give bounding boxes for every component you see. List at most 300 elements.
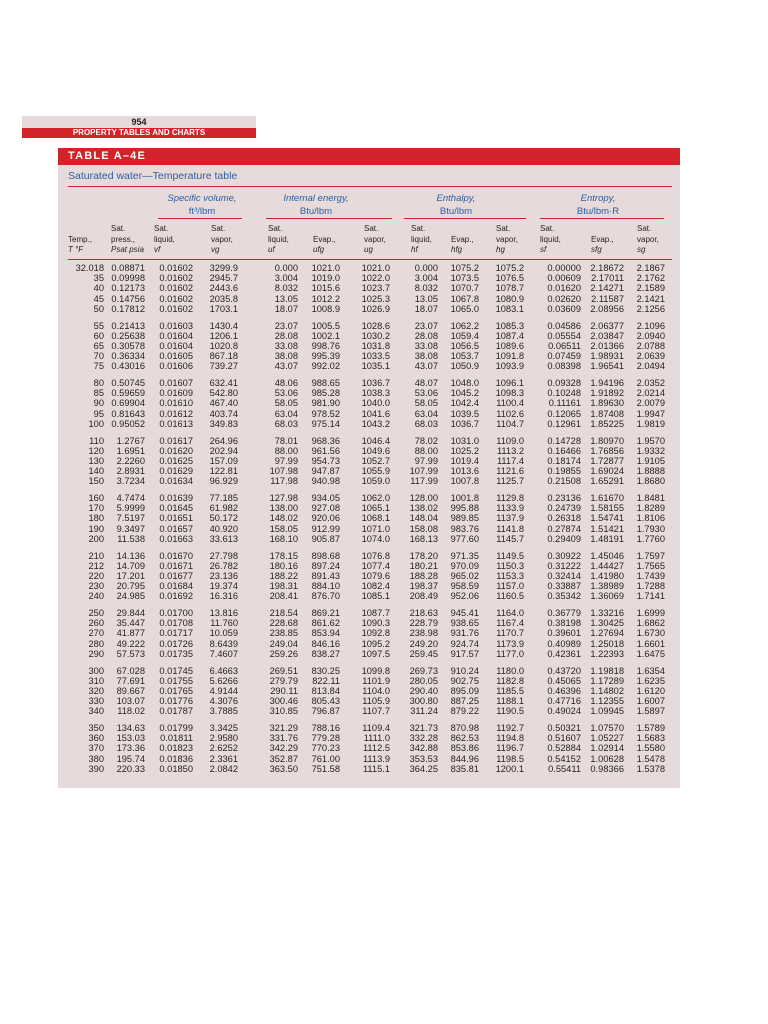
table-cell: 1.72877 xyxy=(590,455,624,466)
table-cell: 1059.4 xyxy=(450,330,479,341)
table-cell: 43.07 xyxy=(414,361,438,372)
column-header-3 xyxy=(211,224,233,256)
table-cell: 879.22 xyxy=(450,706,479,717)
table-cell: 68.03 xyxy=(414,418,438,429)
table-cell: 0.29409 xyxy=(547,533,581,544)
table-cell: 10.059 xyxy=(209,628,238,639)
table-cell: 869.21 xyxy=(311,608,340,618)
table-cell: 1043.2 xyxy=(361,418,390,429)
table-cell: 202.94 xyxy=(209,445,238,456)
table-cell: 218.63 xyxy=(409,608,438,618)
column-header-10 xyxy=(540,224,561,256)
table-cell: 2.17011 xyxy=(591,273,624,284)
table-cell: 249.04 xyxy=(269,638,298,649)
table-cell: 2.11587 xyxy=(591,293,624,304)
table-cell: 1.09945 xyxy=(590,706,624,717)
table-cell: 1.61670 xyxy=(590,493,624,503)
table-cell: 330 xyxy=(88,696,104,707)
table-cell: 27.798 xyxy=(209,550,238,561)
table-cell: 934.05 xyxy=(311,493,340,503)
table-cell: 985.28 xyxy=(311,388,340,399)
table-cell: 846.16 xyxy=(311,638,340,649)
table-cell: 0.01620 xyxy=(547,283,581,294)
table-cell: 0.01609 xyxy=(159,388,193,399)
table-cell: 927.08 xyxy=(311,503,340,514)
table-cell: 1087.4 xyxy=(495,330,524,341)
table-cell: 264.96 xyxy=(209,435,238,446)
table-cell: 1055.9 xyxy=(361,466,390,477)
table-cell: 0.01684 xyxy=(159,581,193,592)
column-header-symbol: hg xyxy=(496,245,505,255)
table-cell: 1109.4 xyxy=(362,723,390,733)
table-cell: 49.222 xyxy=(116,638,145,649)
table-caption: Saturated water—Temperature table xyxy=(68,170,238,182)
table-cell: 1.7439 xyxy=(636,570,665,581)
table-row xyxy=(58,764,680,775)
group-internal-energy xyxy=(264,192,368,218)
table-cell: 107.98 xyxy=(269,466,298,477)
table-cell: 9.3497 xyxy=(116,523,145,534)
table-cell: 1008.9 xyxy=(311,303,340,314)
table-cell: 1.6862 xyxy=(636,618,665,629)
table-cell: 0.00609 xyxy=(547,273,581,284)
table-cell: 0.01602 xyxy=(159,303,193,314)
table-cell: 924.74 xyxy=(450,638,479,649)
table-cell: 1.27694 xyxy=(590,628,624,639)
table-cell: 0.01645 xyxy=(159,503,193,514)
table-cell: 3.7234 xyxy=(116,476,145,487)
table-cell: 0.11161 xyxy=(548,398,581,409)
table-cell: 0.01823 xyxy=(159,743,193,754)
table-cell: 830.25 xyxy=(311,665,340,676)
column-header-line: Evap., xyxy=(451,234,474,244)
table-cell: 60 xyxy=(93,330,104,341)
table-cell: 1198.5 xyxy=(496,753,524,764)
table-cell: 1021.0 xyxy=(361,263,390,273)
table-cell: 0.24739 xyxy=(547,503,581,514)
table-cell: 26.782 xyxy=(209,560,238,571)
table-cell: 103.07 xyxy=(116,696,145,707)
table-cell: 897.24 xyxy=(311,560,340,571)
table-cell: 2.0079 xyxy=(636,398,665,409)
table-cell: 2.03847 xyxy=(590,330,624,341)
table-cell: 1.7930 xyxy=(636,523,665,534)
table-cell: 0.01776 xyxy=(159,696,193,707)
table-cell: 0.30578 xyxy=(111,340,145,351)
table-cell: 1005.5 xyxy=(311,320,340,331)
table-cell: 35.447 xyxy=(116,618,145,629)
table-cell: 1113.2 xyxy=(496,445,524,456)
table-cell: 995.39 xyxy=(311,351,340,362)
table-cell: 1.65291 xyxy=(590,476,624,487)
table-cell: 1137.9 xyxy=(496,513,524,524)
table-cell: 1113.9 xyxy=(362,753,390,764)
table-cell: 228.68 xyxy=(269,618,298,629)
table-cell: 13.05 xyxy=(414,293,438,304)
table-cell: 2.1589 xyxy=(636,283,665,294)
table-cell: 2.06377 xyxy=(590,320,624,331)
table-cell: 0.25638 xyxy=(111,330,145,341)
table-cell: 952.06 xyxy=(450,591,479,602)
table-cell: 1082.4 xyxy=(361,581,390,592)
table-cell: 1025.3 xyxy=(361,293,390,304)
column-header-5 xyxy=(313,224,336,256)
table-cell: 1.80970 xyxy=(590,435,624,446)
table-cell: 0.01612 xyxy=(159,408,193,419)
column-header-line: Evap., xyxy=(591,234,614,244)
table-cell: 170 xyxy=(88,503,104,514)
table-cell: 1.7760 xyxy=(636,533,665,544)
table-cell: 88.00 xyxy=(414,445,438,456)
table-cell: 1077.4 xyxy=(361,560,390,571)
table-cell: 2443.6 xyxy=(209,283,238,294)
table-cell: 2.6252 xyxy=(209,743,238,754)
table-cell: 53.06 xyxy=(274,388,298,399)
table-cell: 0.01602 xyxy=(159,273,193,284)
column-header-line: vapor, xyxy=(637,234,659,244)
table-cell: 0.43720 xyxy=(547,665,581,676)
table-row xyxy=(58,591,680,602)
page-number: 954 xyxy=(22,116,256,128)
table-cell: 0.16466 xyxy=(547,445,581,456)
table-cell: 58.05 xyxy=(274,398,298,409)
table-cell: 0.45065 xyxy=(547,675,581,686)
table-cell: 0.000 xyxy=(274,263,298,273)
table-cell: 1065.0 xyxy=(450,303,479,314)
table-cell: 1030.2 xyxy=(361,330,390,341)
table-cell: 1200.1 xyxy=(495,763,524,774)
table-cell: 67.028 xyxy=(116,665,145,676)
table-cell: 2.1256 xyxy=(636,303,665,314)
table-panel xyxy=(58,148,680,788)
table-cell: 4.9144 xyxy=(209,685,238,696)
table-cell: 1056.5 xyxy=(450,340,479,351)
column-header-line xyxy=(313,224,336,235)
table-row xyxy=(58,476,680,487)
table-cell: 1050.9 xyxy=(450,361,479,372)
table-cell: 0.12961 xyxy=(547,418,581,429)
table-cell: 122.81 xyxy=(209,466,238,477)
table-cell: 1071.0 xyxy=(361,523,390,534)
table-cell: 157.09 xyxy=(209,455,238,466)
table-cell: 770.23 xyxy=(311,743,340,754)
column-header-line: vapor, xyxy=(496,234,518,244)
table-cell: 1031.8 xyxy=(361,340,390,351)
table-cell: 48.07 xyxy=(414,378,438,388)
table-cell: 0.50745 xyxy=(111,378,145,388)
table-cell: 0.06511 xyxy=(548,340,581,351)
table-cell: 100 xyxy=(88,418,104,429)
table-cell: 1188.1 xyxy=(496,696,524,707)
table-cell: 40.920 xyxy=(209,523,238,534)
table-cell: 331.76 xyxy=(269,733,298,744)
table-cell: 805.43 xyxy=(311,696,340,707)
table-cell: 1083.1 xyxy=(495,303,524,314)
table-cell: 938.65 xyxy=(450,618,479,629)
column-header-line: Sat. xyxy=(154,224,169,233)
table-cell: 1170.7 xyxy=(496,628,524,639)
column-header-7 xyxy=(411,224,432,256)
table-cell: 1038.3 xyxy=(361,388,390,399)
table-cell: 0.18174 xyxy=(547,455,581,466)
table-cell: 1.5478 xyxy=(636,753,665,764)
column-header-symbol: vf xyxy=(154,245,161,255)
table-cell: 1.89630 xyxy=(590,398,624,409)
table-cell: 5.6266 xyxy=(209,675,238,686)
table-cell: 2.1096 xyxy=(636,320,665,331)
table-cell: 97.99 xyxy=(414,455,438,466)
table-cell: 28.08 xyxy=(414,330,438,341)
table-cell: 467.40 xyxy=(209,398,238,409)
table-cell: 148.02 xyxy=(269,513,298,524)
table-cell: 0.01602 xyxy=(159,293,193,304)
table-cell: 1102.6 xyxy=(496,408,524,419)
table-cell: 1.05227 xyxy=(590,733,624,744)
table-cell: 1.8481 xyxy=(636,493,665,503)
table-cell: 977.60 xyxy=(450,533,479,544)
table-cell: 0.01602 xyxy=(159,283,193,294)
table-cell: 4.7474 xyxy=(116,493,145,503)
table-cell: 1.54741 xyxy=(590,513,624,524)
table-cell: 198.31 xyxy=(269,581,298,592)
table-cell: 1015.6 xyxy=(311,283,340,294)
table-cell: 6.4663 xyxy=(209,665,238,676)
table-cell: 127.98 xyxy=(269,493,298,503)
table-cell: 2945.7 xyxy=(209,273,238,284)
table-cell: 1.25018 xyxy=(590,638,624,649)
table-cell: 0.01765 xyxy=(159,685,193,696)
table-cell: 0.01755 xyxy=(159,675,193,686)
table-cell: 0.01634 xyxy=(159,476,193,487)
table-cell: 2.0788 xyxy=(636,340,665,351)
table-cell: 38.08 xyxy=(274,351,298,362)
table-cell: 107.99 xyxy=(409,466,438,477)
table-cell: 1031.0 xyxy=(450,435,479,446)
table-cell: 1059.0 xyxy=(361,476,390,487)
table-cell: 0.01799 xyxy=(159,723,193,733)
table-cell: 1.7565 xyxy=(636,560,665,571)
table-cell: 198.37 xyxy=(409,581,438,592)
table-cell: 1028.6 xyxy=(361,320,390,331)
column-header-line: liquid, xyxy=(154,234,175,244)
table-cell: 2035.8 xyxy=(209,293,238,304)
table-cell: 2.1421 xyxy=(636,293,665,304)
table-cell: 150 xyxy=(88,476,104,487)
table-cell: 5.9999 xyxy=(116,503,145,514)
table-cell: 1.9332 xyxy=(636,445,665,456)
table-cell: 1133.9 xyxy=(496,503,524,514)
table-cell: 13.05 xyxy=(274,293,298,304)
table-cell: 0.01735 xyxy=(159,648,193,659)
table-cell: 0.07459 xyxy=(547,351,581,362)
table-cell: 1164.0 xyxy=(496,608,524,618)
column-header-6 xyxy=(364,224,386,256)
column-header-symbol: T °F xyxy=(68,245,84,255)
table-cell: 992.02 xyxy=(311,361,340,372)
table-cell: 0.31222 xyxy=(547,560,581,571)
table-cell: 1098.3 xyxy=(495,388,524,399)
table-cell: 1042.4 xyxy=(450,398,479,409)
table-cell: 0.36334 xyxy=(111,351,145,362)
table-cell: 380 xyxy=(88,753,104,764)
table-cell: 180.21 xyxy=(409,560,438,571)
table-cell: 0.01657 xyxy=(159,523,193,534)
table-cell: 1177.0 xyxy=(496,648,524,659)
column-header-line: vapor, xyxy=(211,234,233,244)
table-cell: 1.5378 xyxy=(636,763,665,774)
table-cell: 1.7288 xyxy=(636,581,665,592)
table-cell: 1.48191 xyxy=(590,533,624,544)
table-cell: 1109.0 xyxy=(496,435,524,446)
table-cell: 290.40 xyxy=(409,685,438,696)
table-cell: 895.09 xyxy=(450,685,479,696)
table-cell: 23.07 xyxy=(274,320,298,331)
table-cell: 2.0842 xyxy=(209,763,238,774)
table-cell: 1048.0 xyxy=(450,378,479,388)
table-cell: 2.0940 xyxy=(636,330,665,341)
table-cell: 1.38989 xyxy=(590,581,624,592)
column-header-line: Sat. xyxy=(540,224,555,233)
table-cell: 0.26318 xyxy=(547,513,581,524)
table-cell: 1157.0 xyxy=(496,581,524,592)
table-cell: 403.74 xyxy=(209,408,238,419)
column-header-11 xyxy=(591,224,614,256)
column-header-symbol: hf xyxy=(411,245,418,255)
table-cell: 180.16 xyxy=(269,560,298,571)
table-cell: 33.613 xyxy=(209,533,238,544)
table-cell: 0.04586 xyxy=(547,320,581,331)
table-cell: 4.3076 xyxy=(209,696,238,707)
table-cell: 140 xyxy=(88,466,104,477)
table-cell: 0.01671 xyxy=(159,560,193,571)
table-cell: 0.39601 xyxy=(547,628,581,639)
table-cell: 1121.6 xyxy=(496,466,524,477)
table-cell: 342.88 xyxy=(409,743,438,754)
table-cell: 988.65 xyxy=(311,378,340,388)
table-cell: 0.08871 xyxy=(111,263,145,273)
table-cell: 1.22393 xyxy=(590,648,624,659)
table-cell: 7.5197 xyxy=(116,513,145,524)
table-cell: 971.35 xyxy=(450,550,479,561)
table-cell: 1.45046 xyxy=(590,550,624,561)
table-cell: 0.01787 xyxy=(159,706,193,717)
group-entropy-name: Entropy, xyxy=(580,193,616,204)
table-cell: 20.795 xyxy=(116,581,145,592)
table-cell: 195.74 xyxy=(116,753,145,764)
table-cell: 77.691 xyxy=(116,675,145,686)
table-cell: 853.86 xyxy=(450,743,479,754)
table-cell: 1.36069 xyxy=(590,591,624,602)
table-cell: 65 xyxy=(93,340,104,351)
column-header-8 xyxy=(451,224,474,256)
table-cell: 0.17812 xyxy=(111,303,145,314)
table-cell: 0.49024 xyxy=(547,706,581,717)
table-row xyxy=(58,534,680,545)
table-cell: 1001.8 xyxy=(450,493,479,503)
table-cell: 1.8289 xyxy=(636,503,665,514)
table-cell: 2.2260 xyxy=(116,455,145,466)
table-cell: 813.84 xyxy=(311,685,340,696)
table-cell: 1026.9 xyxy=(361,303,390,314)
table-cell: 1085.1 xyxy=(361,591,390,602)
table-cell: 0.01726 xyxy=(159,638,193,649)
table-cell: 0.47716 xyxy=(547,696,581,707)
table-cell: 180 xyxy=(88,513,104,524)
table-cell: 0.98366 xyxy=(590,763,624,774)
table-cell: 1.6601 xyxy=(636,638,665,649)
table-cell: 360 xyxy=(88,733,104,744)
table-cell: 1.94196 xyxy=(590,378,624,388)
column-header-symbol: sg xyxy=(637,245,646,255)
table-cell: 0.30922 xyxy=(547,550,581,561)
table-row xyxy=(58,649,680,660)
table-cell: 0.43016 xyxy=(111,361,145,372)
table-cell: 0.01700 xyxy=(159,608,193,618)
group-entropy xyxy=(546,192,650,218)
table-cell: 1007.8 xyxy=(450,476,479,487)
table-cell: 0.52884 xyxy=(547,743,581,754)
table-cell: 0.02620 xyxy=(547,293,581,304)
table-cell: 270 xyxy=(88,628,104,639)
table-cell: 68.03 xyxy=(274,418,298,429)
table-cell: 961.56 xyxy=(311,445,340,456)
table-cell: 1020.8 xyxy=(209,340,238,351)
table-cell: 1.17289 xyxy=(590,675,624,686)
table-cell: 1075.2 xyxy=(450,263,479,273)
table-cell: 353.53 xyxy=(409,753,438,764)
table-cell: 1079.6 xyxy=(361,570,390,581)
table-cell: 1099.8 xyxy=(361,665,390,676)
group-entropy-rule xyxy=(540,218,664,219)
column-header-symbol: hfg xyxy=(451,245,463,255)
table-cell: 1112.5 xyxy=(362,743,390,754)
table-cell: 1.00628 xyxy=(590,753,624,764)
group-specific-volume xyxy=(154,192,250,218)
column-header-line xyxy=(451,224,474,235)
table-row xyxy=(58,419,680,430)
column-header-line: Sat. xyxy=(111,224,126,233)
table-cell: 0.03609 xyxy=(547,303,581,314)
table-cell: 342.29 xyxy=(269,743,298,754)
table-cell: 0.46396 xyxy=(547,685,581,696)
table-cell: 0.01602 xyxy=(159,263,193,273)
table-cell: 0.01604 xyxy=(159,340,193,351)
table-cell: 320 xyxy=(88,685,104,696)
table-cell: 0.01605 xyxy=(159,351,193,362)
table-cell: 0.19855 xyxy=(547,466,581,477)
table-cell: 1190.5 xyxy=(496,706,524,717)
table-cell: 998.76 xyxy=(311,340,340,351)
table-cell: 975.14 xyxy=(311,418,340,429)
group-enthalpy-unit: Btu/lbm xyxy=(439,206,473,217)
column-header-symbol: vg xyxy=(211,245,220,255)
table-cell: 0.000 xyxy=(414,263,438,273)
table-cell: 1023.7 xyxy=(361,283,390,294)
table-cell: 89.667 xyxy=(116,685,145,696)
table-cell: 7.4607 xyxy=(209,648,238,659)
table-cell: 260 xyxy=(88,618,104,629)
table-cell: 0.01613 xyxy=(159,418,193,429)
table-cell: 1141.8 xyxy=(496,523,524,534)
table-cell: 2.0214 xyxy=(636,388,665,399)
table-cell: 1067.8 xyxy=(450,293,479,304)
table-cell: 1.6951 xyxy=(116,445,145,456)
table-cell: 1021.0 xyxy=(311,263,340,273)
table-cell: 85 xyxy=(93,388,104,399)
table-cell: 2.1762 xyxy=(636,273,665,284)
table-cell: 1.91892 xyxy=(590,388,624,399)
table-cell: 178.15 xyxy=(269,550,298,561)
